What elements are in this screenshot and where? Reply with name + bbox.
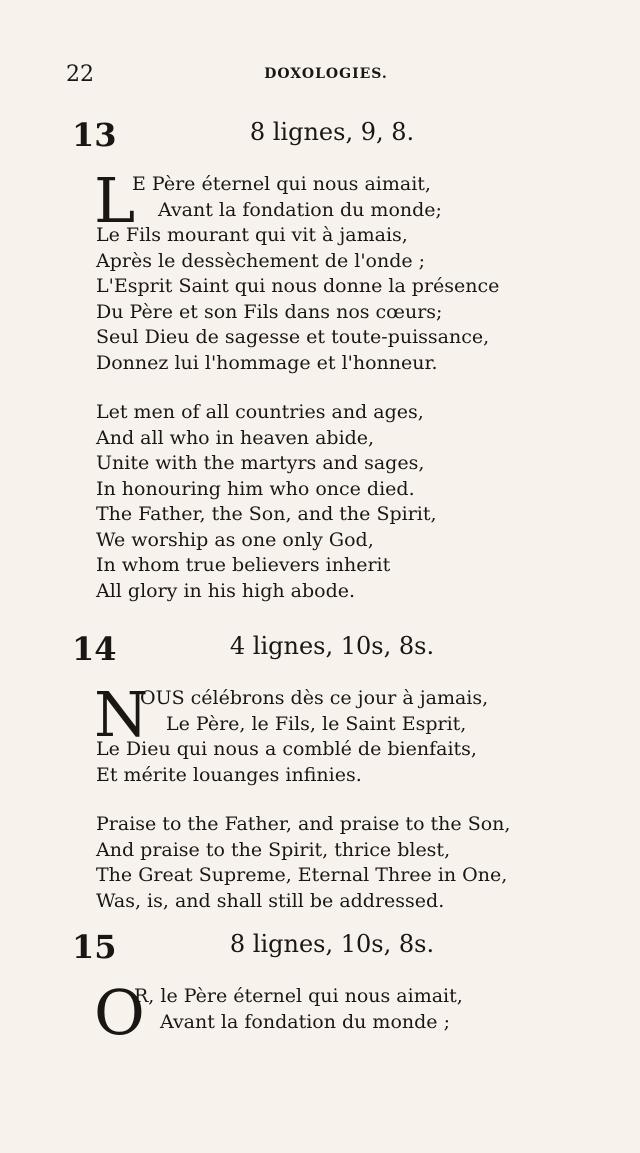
verse-line: Avant la fondation du monde; (158, 198, 442, 221)
verse-line: R, le Père éternel qui nous aimait, (134, 985, 463, 1007)
verse-line: Let men of all countries and ages, (96, 401, 424, 423)
hymn-15 (72, 928, 592, 1049)
page-header (66, 62, 586, 92)
verse-line: The Father, the Son, and the Spirit, (96, 503, 437, 525)
verse-line: Seul Dieu de sagesse et toute-puissance, (96, 326, 490, 348)
verse-line: In whom true believers inherit (96, 554, 391, 576)
hymn-number: 14 (72, 630, 117, 668)
verse-line: Et mérite louanges infinies. (96, 763, 362, 786)
verse-line: Le Père, le Fils, le Saint Esprit, (166, 712, 467, 735)
verse-line: L'Esprit Saint qui nous donne la présence (96, 275, 500, 297)
hymn-heading (72, 116, 592, 156)
stanza-french (72, 164, 592, 376)
verse-line: Du Père et son Fils dans nos cœurs; (96, 300, 443, 323)
stanza-english (72, 812, 592, 914)
verse-line: In honouring him who once died. (96, 477, 415, 500)
verse-line: E Père éternel qui nous aimait, (132, 173, 431, 195)
drop-cap: L (94, 164, 136, 237)
stanza-french (72, 678, 592, 788)
stanza-french (72, 976, 592, 1049)
drop-cap: O (94, 976, 145, 1049)
hymn-meter: 8 lignes, 10s, 8s. (229, 930, 435, 958)
verse-line: Avant la fondation du monde ; (160, 1010, 450, 1033)
hymn-13 (72, 116, 592, 604)
verse-line: Unite with the martyrs and sages, (96, 452, 425, 474)
verse-line: Praise to the Father, and praise to the Son, (96, 813, 511, 835)
verse-line: Donnez lui l'hommage et l'honneur. (96, 351, 438, 374)
hymn-meter: 8 lignes, 9, 8. (249, 118, 415, 146)
verse-line: Was, is, and shall still be addressed. (96, 889, 445, 912)
running-title: DOXOLOGIES. (264, 66, 388, 82)
stanza-english (72, 400, 592, 604)
hymn-number: 13 (72, 116, 117, 154)
hymn-number: 15 (72, 928, 117, 966)
verse-line: OUS célébrons dès ce jour à jamais, (140, 687, 489, 709)
hymn-14 (72, 630, 592, 914)
verse-line: Le Dieu qui nous a comblé de bienfaits, (96, 738, 477, 760)
verse-line: All glory in his high abode. (96, 579, 356, 602)
verse-line: Après le dessèchement de l'onde ; (96, 249, 426, 272)
verse-line: Le Fils mourant qui vit à jamais, (96, 224, 408, 246)
verse-line: And all who in heaven abide, (96, 426, 375, 449)
page-number: 22 (66, 62, 94, 87)
verse-line: We worship as one only God, (96, 528, 374, 551)
hymn-heading (72, 630, 592, 670)
hymn-heading (72, 928, 592, 968)
hymn-meter: 4 lignes, 10s, 8s. (229, 632, 435, 660)
verse-line: And praise to the Spirit, thrice blest, (96, 838, 451, 861)
drop-cap: N (94, 678, 149, 751)
verse-line: The Great Supreme, Eternal Three in One, (96, 864, 508, 886)
